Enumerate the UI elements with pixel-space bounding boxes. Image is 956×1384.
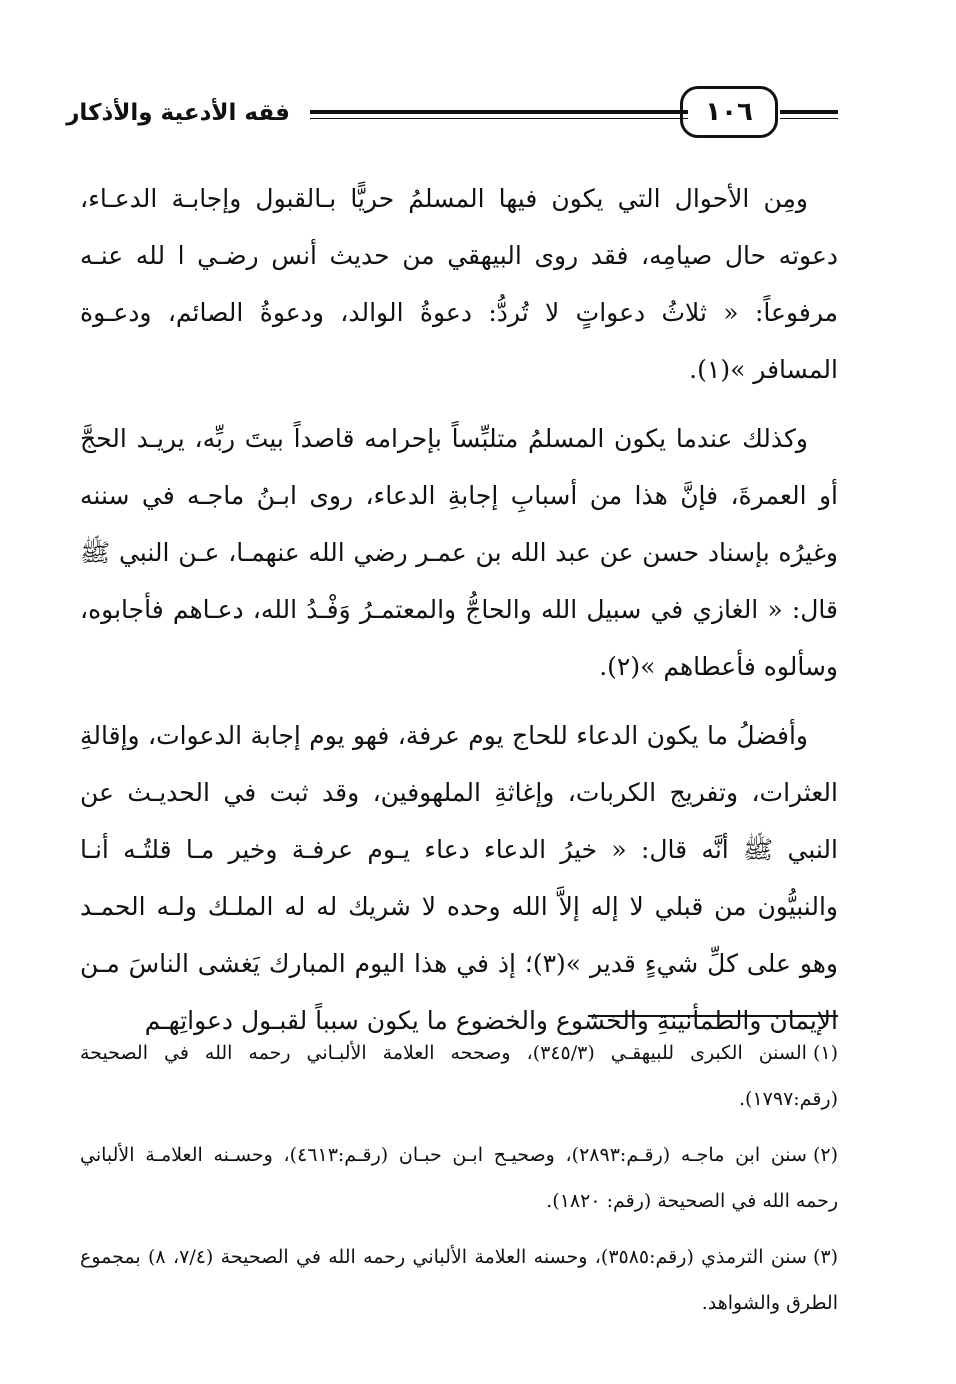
page-header xyxy=(66,80,838,152)
footnote-text: سنن ابن ماجـه (رقـم:٢٨٩٣)، وصحيـح ابـن حبـان (رقـم:٤٦١٣)، وحسـنه العلامـة الألباني رحمه الله في الصحيحة (رقم: ١٨٢٠). xyxy=(80,1144,838,1212)
header-rule-thick-left xyxy=(310,110,688,114)
header-rule-thin-right xyxy=(780,118,838,119)
footnote-text: سنن الترمذي (رقم:٣٥٨٥)، وحسنه العلامة الألباني رحمه الله في الصحيحة (٧/٤، ٨) بمجموع الطرق والشواهد. xyxy=(80,1246,838,1314)
footnote-3 xyxy=(80,1234,838,1326)
footnote-1 xyxy=(80,1030,838,1122)
main-text xyxy=(80,170,838,1061)
page-number: ١٠٦ xyxy=(680,86,778,138)
header-rule-thick-right xyxy=(780,110,838,114)
header-rule-thin-left xyxy=(310,118,688,119)
paragraph-1: ومِن الأحوال التي يكون فيها المسلمُ حريًّا بـالقبول وإجابـة الدعـاء، دعوته حال صيامِه، فقد روى البيهقي من حديث أنس رضـي ا لله عنـه مرفوعاً: « ثلاثُ دعواتٍ لا تُردُّ: دعوةُ الوالد، ودعوةُ الصائم، ودعـوة المسافر »(١). xyxy=(80,184,838,384)
footnote-separator xyxy=(588,1015,838,1017)
paragraph-2: وكذلك عندما يكون المسلمُ متلبِّساً بإحرامه قاصداً بيتَ ربِّه، يريـد الحجَّ أو العمرةَ، فإنَّ هذا من أسبابِ إجابةِ الدعاء، روى ابـنُ ماجـه في سننه وغيرُه بإسناد حسن عن عبد الله بن عمـر رضي الله عنهمـا، عـن النبي ﷺ قال: « الغازي في سبيل الله والحاجُّ والمعتمـرُ وَفْـدُ الله، دعـاهم فأجابوه، وسألوه فأعطاهم »(٢). xyxy=(80,424,838,681)
footnote-marker: (٣) xyxy=(812,1246,838,1268)
footnote-marker: (٢) xyxy=(812,1144,838,1166)
footnotes xyxy=(80,1030,838,1336)
footnote-text: السنن الكبرى للبيهقـي (٣٤٥/٣)، وصححه العلامة الألبـاني رحمه الله في الصحيحة (رقم:١٧٩٧). xyxy=(80,1042,838,1110)
running-title: فقه الأدعية والأذكار xyxy=(66,100,290,126)
footnote-marker: (١) xyxy=(812,1042,838,1064)
paragraph-3: وأفضلُ ما يكون الدعاء للحاج يوم عرفة، فهو يوم إجابة الدعوات، وإقالةِ العثرات، وتفريج الكربات، وإغاثةِ الملهوفين، وقد ثبت في الحديـث عن النبي ﷺ أنَّه قال: « خيرُ الدعاء دعاء يـوم عرفـة وخير مـا قلتُـه أنـا والنبيُّون من قبلي لا إله إلاَّ الله وحده لا شريك له له الملـك ولـه الحمـد وهو على كلِّ شيءٍ قدير »(٣)؛ إذ في هذا اليوم المبارك يَغشى الناسَ مـن الإيمان والطمأنينةِ والخشوع والخضوع ما يكون سبباً لقبـول دعواتِهـم xyxy=(80,721,838,1035)
footnote-2 xyxy=(80,1132,838,1224)
